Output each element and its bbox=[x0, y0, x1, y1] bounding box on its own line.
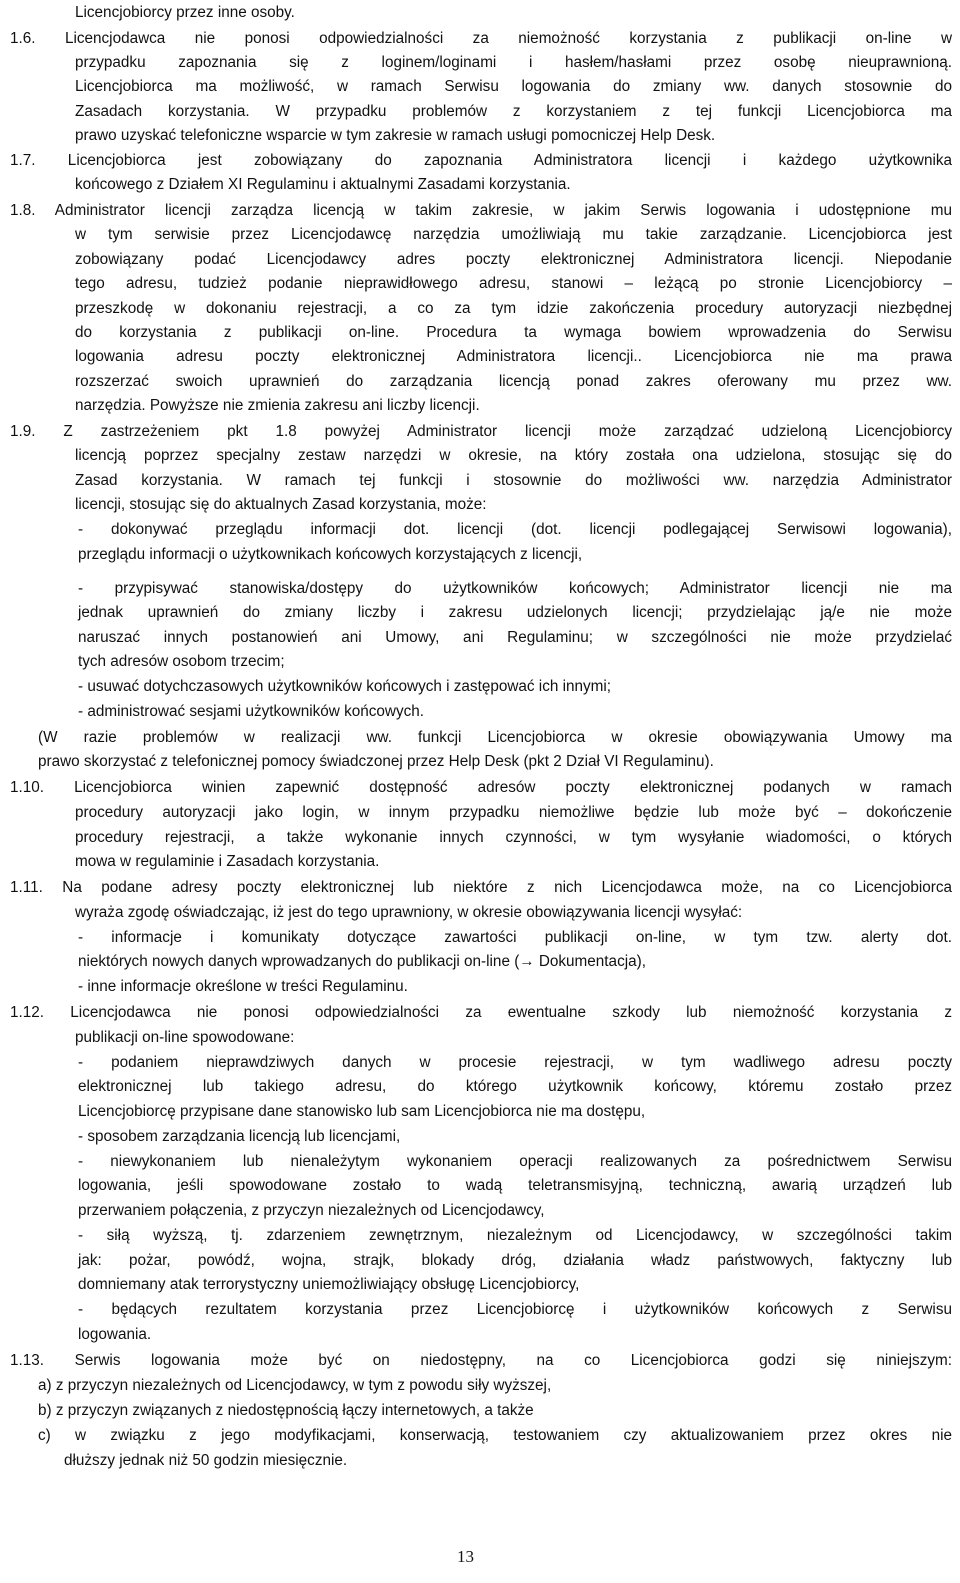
text-line: - inne informacje określone w treści Regulaminu. bbox=[78, 978, 408, 995]
text-line: przeglądu informacji o użytkownikach końcowych korzystających z licencji, bbox=[78, 546, 583, 563]
text-line: przypadku zapoznania się z loginem/loginami i hasłem/hasłami przez osobę nieuprawnioną. bbox=[75, 54, 952, 71]
text-line: procedury autoryzacji jako login, w innym przypadku niemożliwe będzie lub może być – dokończenie bbox=[75, 804, 952, 821]
text-line: 1.12. Licencjodawca nie ponosi odpowiedzialności za ewentualne szkody lub niemożność korzystania z bbox=[10, 1004, 952, 1021]
text-line: narzędzia. Powyższe nie zmienia zakresu ani liczby licencji. bbox=[75, 397, 480, 414]
text-line: 1.9. Z zastrzeżeniem pkt 1.8 powyżej Administrator licencji może zarządzać udzieloną Licencjobiorcy bbox=[10, 423, 952, 440]
text-line: przerwaniem połączenia, z przyczyn niezależnych od Licencjodawcy, bbox=[78, 1202, 545, 1219]
text-line: prawo skorzystać z telefonicznej pomocy świadczonej przez Help Desk (pkt 2 Dział VI Regulaminu). bbox=[38, 753, 714, 770]
page-number: 13 bbox=[457, 1547, 474, 1566]
text-line: 1.6. Licencjodawca nie ponosi odpowiedzialności za niemożność korzystania z publikacji on-line w bbox=[10, 30, 952, 47]
text-line: procedury rejestracji, a także wykonanie innych czynności, w tym wysyłanie wiadomości, o których bbox=[75, 829, 952, 846]
text-line: 1.8. Administrator licencji zarządza licencją w takim zakresie, w jakim Serwis logowania i udostępnione mu bbox=[10, 202, 952, 219]
text-line: - informacje i komunikaty dotyczące zawartości publikacji on-line, w tym tzw. alerty dot. bbox=[78, 929, 952, 946]
text-line: do korzystania z publikacji on-line. Procedura ta wymaga bowiem wprowadzenia do Serwisu bbox=[75, 324, 952, 341]
text-line: rozszerzać swoich uprawnień do zarządzania licencją ponad zakres oferowany mu przez ww. bbox=[75, 373, 952, 390]
text-line: końcowego z Działem XI Regulaminu i aktualnymi Zasadami korzystania. bbox=[75, 176, 571, 193]
text-line: naruszać innych postanowień ani Umowy, ani Regulaminu; w szczególności nie może przydzielać bbox=[78, 629, 952, 646]
text-line: tego adresu, tudzież podanie nieprawidłowego adresu, stanowi – leżącą po stronie Licencjobiorcy – bbox=[75, 275, 952, 292]
text-line: jednak uprawnień do zmiany liczby i zakresu udzielonych licencji; przydzielając ją/e nie może bbox=[78, 604, 952, 621]
text-line: - siłą wyższą, tj. zdarzeniem zewnętrznym, niezależnym od Licencjodawcy, w szczególności takim bbox=[78, 1227, 952, 1244]
text-line: b) z przyczyn związanych z niedostępnością łączy internetowych, a także bbox=[38, 1402, 534, 1419]
text-line: - dokonywać przeglądu informacji dot. licencji (dot. licencji podlegającej Serwisowi logowania), bbox=[78, 521, 952, 538]
text-line: przeszkodę w dokonaniu rejestracji, a co za tym idzie zakończenia procedury autoryzacji niezbędnej bbox=[75, 300, 952, 317]
text-line: publikacji on-line spowodowane: bbox=[75, 1029, 295, 1046]
text-line: prawo uzyskać telefoniczne wsparcie w tym zakresie w ramach usługi pomocniczej Help Desk. bbox=[75, 127, 716, 144]
text-line: zobowiązany podać Licencjodawcy adres poczty elektronicznej Administratora licencji. Niepodanie bbox=[75, 251, 952, 268]
text-line: Zasadach korzystania. W przypadku problemów z korzystaniem z tej funkcji Licencjobiorca ma bbox=[75, 103, 952, 120]
text-line: domniemany atak terrorystyczny uniemożliwiający obsługę Licencjobiorcy, bbox=[78, 1276, 580, 1293]
text-line: 1.13. Serwis logowania może być on niedostępny, na co Licencjobiorca godzi się niniejszym: bbox=[10, 1352, 952, 1369]
text-line: logowania, jeśli spowodowane zostało to wadą teletransmisyjną, techniczną, awarią urządzeń lub bbox=[78, 1177, 952, 1194]
text-line: Zasad korzystania. W ramach tej funkcji i stosownie do możliwości ww. narzędzia Administrator bbox=[75, 472, 952, 489]
text-line: logowania. bbox=[78, 1326, 152, 1343]
text-line: 1.11. Na podane adresy poczty elektronicznej lub niektóre z nich Licencjodawca może, na co Licencjobiorca bbox=[10, 879, 952, 896]
text-line: a) z przyczyn niezależnych od Licencjodawcy, w tym z powodu siły wyższej, bbox=[38, 1377, 552, 1394]
text-line: elektronicznej lub takiego adresu, do którego użytkownik końcowy, któremu zostało przez bbox=[78, 1078, 952, 1095]
text-line: Licencjobiorcy przez inne osoby. bbox=[75, 4, 295, 21]
text-line: 1.7. Licencjobiorca jest zobowiązany do zapoznania Administratora licencji i każdego użytkownika bbox=[10, 152, 952, 169]
text-line: 1.10. Licencjobiorca winien zapewnić dostępność adresów poczty elektronicznej podanych w ramach bbox=[10, 779, 952, 796]
text-line: tych adresów osobom trzecim; bbox=[78, 653, 285, 670]
text-line: jak: pożar, powódź, wojna, strajk, blokady dróg, działania władz państwowych, faktyczny lub bbox=[78, 1252, 952, 1269]
text-line: c) w związku z jego modyfikacjami, konserwacją, testowaniem czy aktualizowaniem przez okres nie bbox=[38, 1427, 952, 1444]
text-line: logowania adresu poczty elektronicznej Administratora licencji.. Licencjobiorca nie ma prawa bbox=[75, 348, 952, 365]
text-line: Licencjobiorca ma możliwość, w ramach Serwisu logowania do zmiany ww. danych stosownie do bbox=[75, 78, 952, 95]
text-line: (W razie problemów w realizacji ww. funkcji Licencjobiorca w okresie obowiązywania Umowy ma bbox=[38, 729, 952, 746]
text-line: w tym serwisie przez Licencjodawcę narzędzia umożliwiają mu takie zarządzanie. Licencjobiorca jest bbox=[75, 226, 952, 243]
text-line: - administrować sesjami użytkowników końcowych. bbox=[78, 703, 424, 720]
text-line: - sposobem zarządzania licencją lub licencjami, bbox=[78, 1128, 401, 1145]
text-line: Licencjobiorcę przypisane dane stanowisko lub sam Licencjobiorca nie ma dostępu, bbox=[78, 1103, 646, 1120]
text-line: niektórych nowych danych wprowadzanych do publikacji on-line (→ Dokumentacja), bbox=[78, 953, 646, 970]
text-line: - podaniem nieprawdziwych danych w procesie rejestracji, w tym wadliwego adresu poczty bbox=[78, 1054, 952, 1071]
text-line: wyraża zgodę oświadczając, iż jest do tego uprawniony, w okresie obowiązywania licencji wysyłać: bbox=[75, 904, 743, 921]
text-line: - będących rezultatem korzystania przez Licencjobiorcę i użytkowników końcowych z Serwisu bbox=[78, 1301, 952, 1318]
text-line: mowa w regulaminie i Zasadach korzystania. bbox=[75, 853, 380, 870]
text-line: licencją poprzez specjalny zestaw narzędzi w okresie, na który została ona udzielona, stosując się do bbox=[75, 447, 952, 464]
text-line: - niewykonaniem lub nienależytym wykonaniem operacji realizowanych za pośrednictwem Serwisu bbox=[78, 1153, 952, 1170]
text-line: - usuwać dotychczasowych użytkowników końcowych i zastępować ich innymi; bbox=[78, 678, 612, 695]
text-line: dłuższy jednak niż 50 godzin miesięcznie. bbox=[64, 1452, 348, 1469]
text-line: - przypisywać stanowiska/dostępy do użytkowników końcowych; Administrator licencji nie ma bbox=[78, 580, 952, 597]
text-line: licencji, stosując się do aktualnych Zasad korzystania, może: bbox=[75, 496, 487, 513]
